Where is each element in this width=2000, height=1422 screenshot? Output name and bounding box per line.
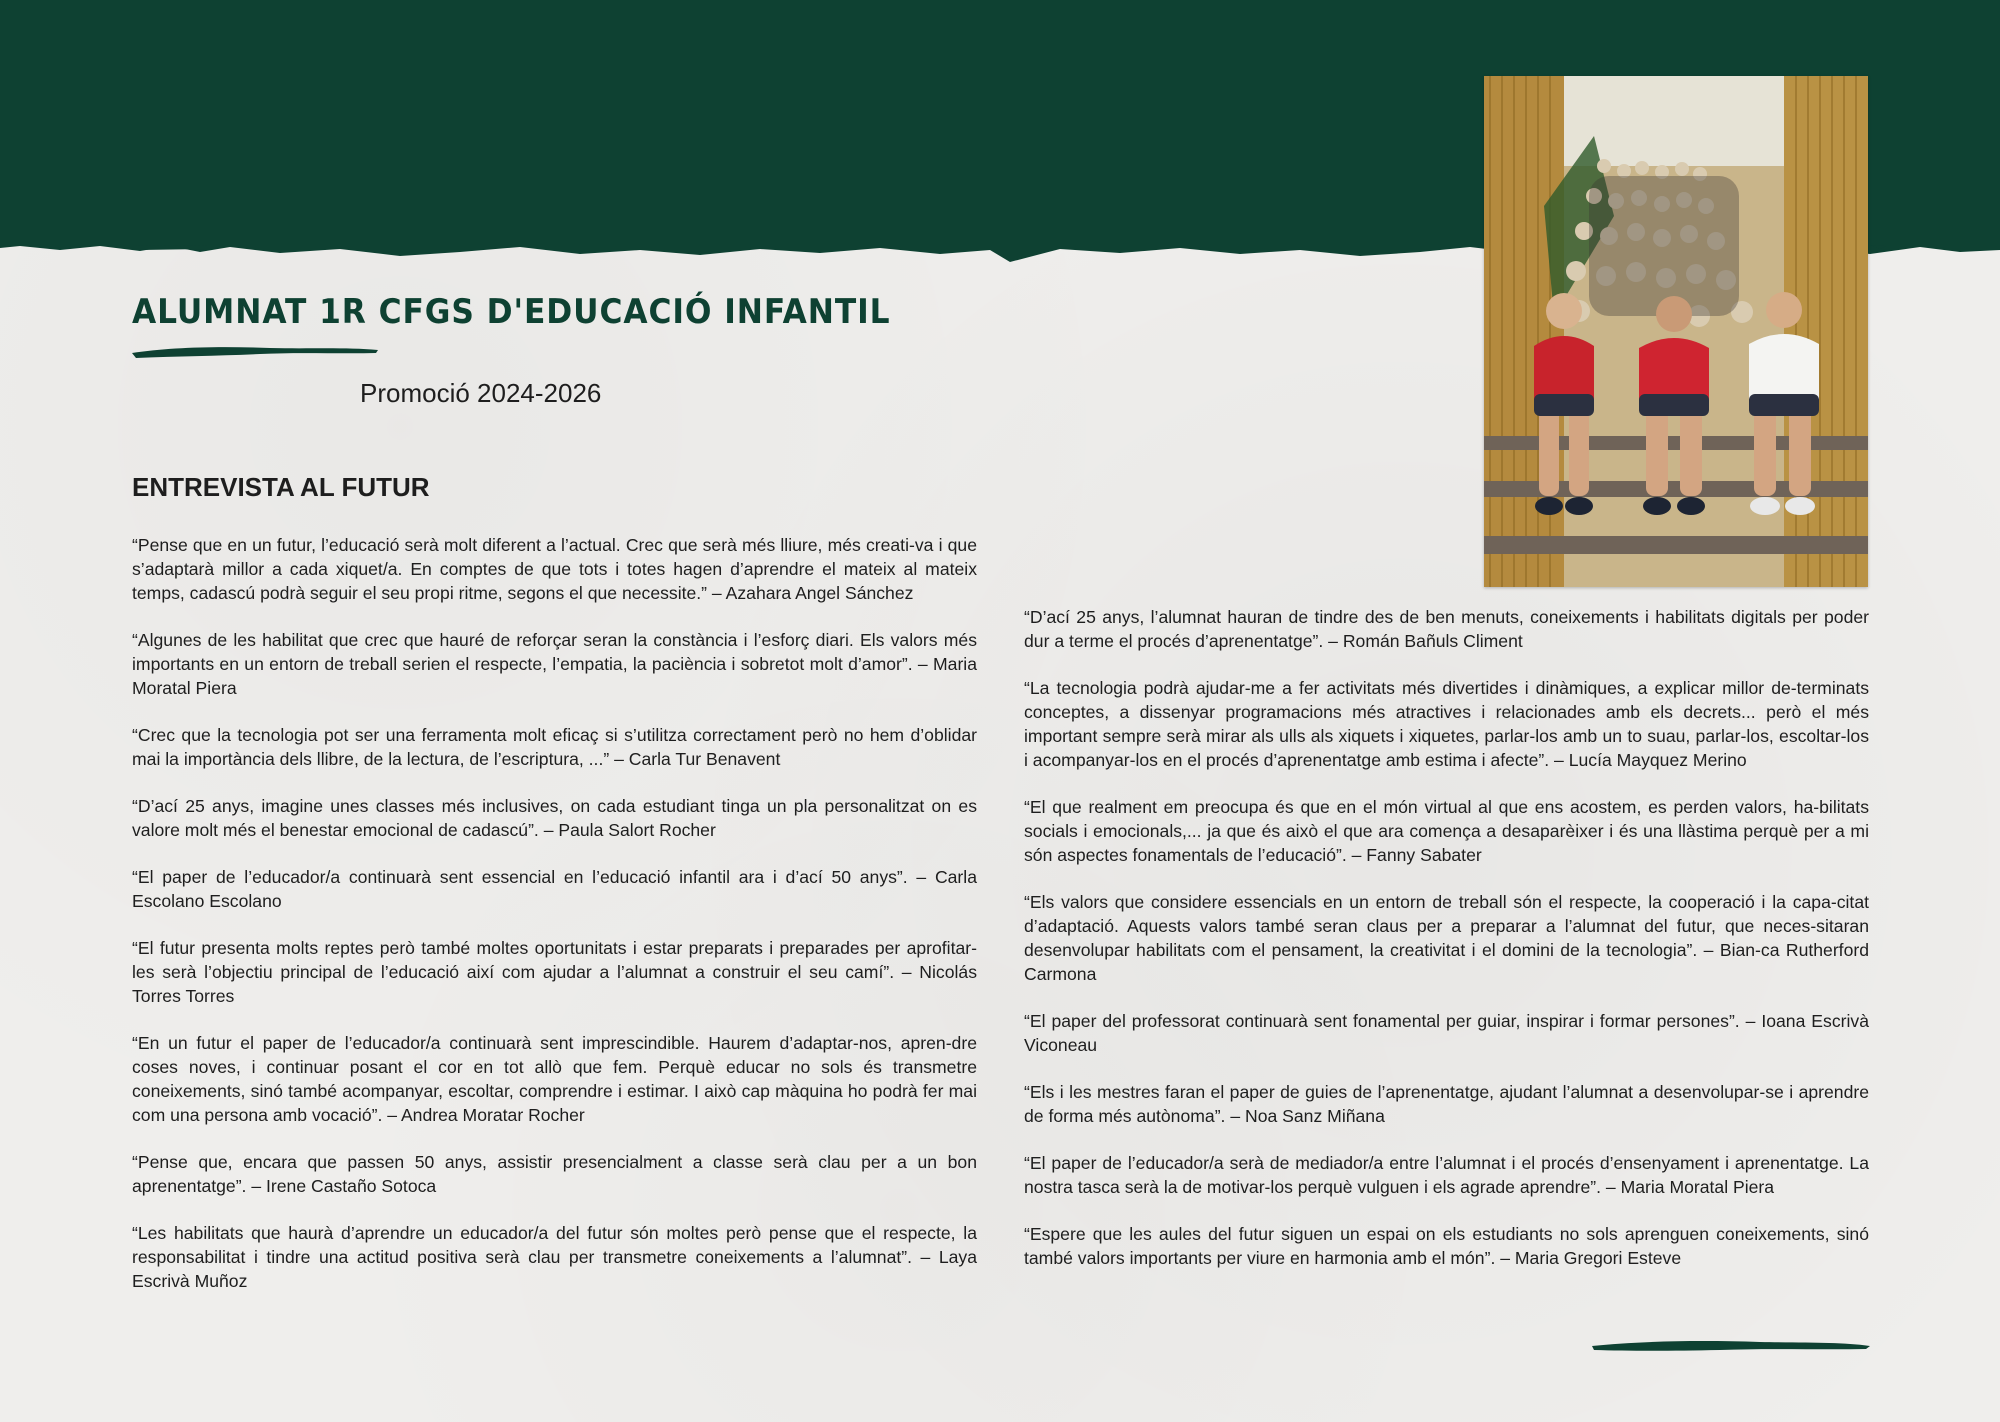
quote-paragraph: “Les habilitats que haurà d’aprendre un educador/a del futur són moltes però pense que el respecte, la responsabilitat i tindre una actitud positiva serà clau per transmetre coneixements a l’alumnat”. – Laya Escrivà Muñoz (132, 1223, 977, 1291)
quote-paragraph: “Espere que les aules del futur siguen un espai on els estudiants no sols aprenguen coneixements, sinó també valors importants per viure en harmonia amb el món”. – Maria Gregori Esteve (1024, 1224, 1869, 1268)
quote-paragraph: “Els i les mestres faran el paper de guies de l’aprenentatge, ajudant l’alumnat a desenvolupar-se i aprendre de forma més autònoma”. – Noa Sanz Miñana (1024, 1082, 1869, 1126)
quote-paragraph: “Pense que, encara que passen 50 anys, assistir presencialment a classe serà clau per a un bon aprenentatge”. – Irene Castaño Sotoca (132, 1152, 977, 1196)
quote-paragraph: “En un futur el paper de l’educador/a continuarà sent imprescindible. Haurem d’adaptar-nos, apren-dre coses noves, i continuar posant el cor en tot allò que fem. Perquè educar no sols és transmetre coneixements, sinó també acompanyar, escoltar, comprendre i estimar. I això cap màquina ho podrà fer mai com una persona amb vocació”. – Andrea Moratar Rocher (132, 1033, 977, 1125)
quote-paragraph: “Algunes de les habilitat que crec que hauré de reforçar seran la constància i l’esforç diari. Els valors més importants en un entorn de treball serien el respecte, l’empatia, la paciència i sobretot molt d’amor”. – Maria Moratal Piera (132, 630, 977, 698)
quote-paragraph: “El que realment em preocupa és que en el món virtual al que ens acostem, es perden valors, ha-bilitats socials i emocionals,... ja que és això el que ara comença a desaparèixer i és una llàstima perquè per a mi són aspectes fonamentals de l’educació”. – Fanny Sabater (1024, 797, 1869, 865)
quote-paragraph: “D’ací 25 anys, l’alumnat hauran de tindre des de ben menuts, coneixements i habilitats digitals per poder dur a terme el procés d’aprenentatge”. – Román Bañuls Climent (1024, 607, 1869, 651)
quotes-left-column (132, 533, 977, 1316)
quote-paragraph: “El paper de l’educador/a continuarà sent essencial en l’educació infantil ara i d’ací 50 anys”. – Carla Escolano Escolano (132, 867, 977, 911)
quotes-right-column (1024, 605, 1869, 1293)
quote-paragraph: “Pense que en un futur, l’educació serà molt diferent a l’actual. Crec que serà més lliure, més creati-va i que s’adaptarà millor a cada xiquet/a. En comptes de que tots i totes hagen d’aprendre el mateix al mateix temps, cadascú podrà seguir el seu propi ritme, segons el que necessite.” – Azahara Angel Sánchez (132, 535, 977, 603)
quote-paragraph: “D’ací 25 anys, imagine unes classes més inclusives, on cada estudiant tinga un pla personalitzat on es valore molt més el benestar emocional de cadascú”. – Paula Salort Rocher (132, 796, 977, 840)
promotion-subtitle: Promoció 2024-2026 (360, 378, 602, 408)
quote-paragraph: “El paper de l’educador/a serà de mediador/a entre l’alumnat i el procés d’ensenyament i aprenentatge. La nostra tasca serà la de motivar-los perquè vulguen i els agrade aprendre”. – Maria Moratal Piera (1024, 1153, 1869, 1197)
class-group-photo (1484, 76, 1868, 587)
quote-paragraph: “El paper del professorat continuarà sent fonamental per guiar, inspirar i formar persones”. – Ioana Escrivà Viconeau (1024, 1011, 1869, 1055)
quote-paragraph: “Els valors que considere essencials en un entorn de treball són el respecte, la cooperació i la capa-citat d’adaptació. Aquests valors també seran claus per a preparar a l’alumnat del futur, que neces-sitaran desenvolupar habilitats com el pensament, la creativitat i el domini de la tecnologia”. – Bian-ca Rutherford Carmona (1024, 892, 1869, 984)
brush-underline (130, 344, 380, 360)
brush-stroke-decoration (1590, 1338, 1872, 1354)
quote-paragraph: “Crec que la tecnologia pot ser una ferramenta molt eficaç si s’utilitza correctament però no hem d’oblidar mai la importància dels llibre, de la lectura, de l’escriptura, ...” – Carla Tur Benavent (132, 725, 977, 769)
quote-paragraph: “La tecnologia podrà ajudar-me a fer activitats més divertides i dinàmiques, a explicar millor de-terminats conceptes, a dissenyar programacions més atractives i relacionades amb els decrets... però el més important sempre serà mirar als ulls als xiquets i xiquetes, parlar-los amb un to suau, parlar-los, escoltar-los i acompanyar-los en el procés d’aprenentatge amb estima i afecte”. – Lucía Mayquez Merino (1024, 678, 1869, 770)
group-photo-icon (1484, 76, 1868, 587)
section-heading: ENTREVISTA AL FUTUR (132, 472, 430, 502)
page-title: ALUMNAT 1R CFGS D'EDUCACIÓ INFANTIL (132, 292, 891, 332)
quote-paragraph: “El futur presenta molts reptes però també moltes oportunitats i estar preparats i preparades per aprofitar-les serà l’objectiu principal de l’educació així com ajudar a l’alumnat a construir el seu camí”. – Nicolás Torres Torres (132, 938, 977, 1006)
